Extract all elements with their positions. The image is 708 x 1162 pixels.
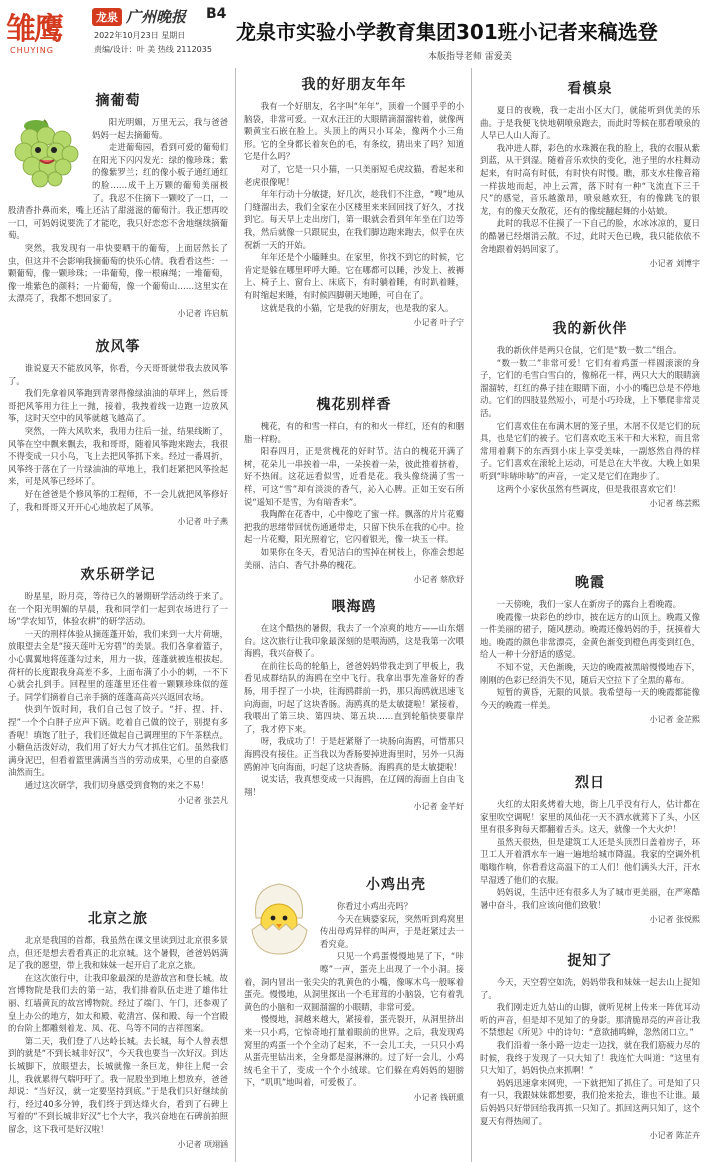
article-paragraph: 我有一个好朋友，名字叫“年年”，顶着一个圆乎乎的小脑袋，非常可爱。一双水汪汪的大眼睛滴溜溜转着，就像两颗黄宝石嵌在脸上。头顶上的两只小耳朵，像两个小三角形。它的全身都长着灰色的毛，有条纹，猜出来了吗？知道它是什么吗？	[244, 101, 464, 162]
article-paragraph: 虽然天很热，但是建筑工人还是头顶烈日盖着房子，环卫工人开着洒水车一遍一遍地给城市降温。我家的空调外机嗡嗡作响，你看看这高温下的工人们！他们满头大汗，汗水早湿透了他们的衣服。	[480, 836, 700, 885]
article-author: 小记者 张芸凡	[177, 795, 228, 805]
page-header	[0, 0, 708, 68]
page-title: 龙泉市实验小学教育集团301班小记者来稿选登	[236, 20, 658, 44]
article-paragraph: 我的新伙伴是两只仓鼠，它们是“数一数二”组合。	[496, 345, 682, 355]
column-right	[472, 68, 708, 1162]
article-title: 我的新伙伴	[552, 321, 628, 337]
article-paragraph: 阳光明媚，万里无云，我与爸爸妈妈一起去摘葡萄。	[92, 117, 228, 140]
article-sunset-glow	[480, 572, 700, 750]
article-paragraph: 一天傍晚，我们一家人在新房子的露台上看晚霞。	[496, 599, 682, 609]
article-paragraph: 年年行动十分敏捷，好几次，趁我们不注意，“嗖”地从门缝溜出去，我们全家在小区楼里来来回回找了好久，才找到它。每天早上走出房门，第一眼就会看到年年坐在门边等我，然后就像一只跟屁虫，在我们脚边跑来跑去，似乎在庆祝新一天的开始。	[244, 189, 464, 250]
article-paragraph: 慢慢地，洞越来越大，紧接着，蛋壳裂开，从洞里挤出来一只小鸡，它惊奇地打量着眼前的世界。之后，我发现鸡窝里的鸡蛋一个个全动了起来，不一会儿工夫，一只只小鸡从蛋壳里钻出来，全身都是湿淋淋的。过了好一会儿，小鸡绒毛全干了，变成一个个小绒球。它们躲在鸡妈妈的翅膀下，“叽叽”地叫着，可爱极了。	[244, 1014, 464, 1088]
article-title: 喂海鸥	[331, 599, 377, 615]
article-kite	[8, 336, 228, 544]
article-paragraph: 这两个小家伙虽然有些调皮，但是我很喜欢它们！	[496, 483, 682, 494]
article-author: 小记者 蔡欣妤	[413, 575, 464, 585]
article-author: 小记者 叶子燕	[177, 517, 228, 527]
article-paragraph: 妈妈迅速拿来网兜，一下就把知了抓住了。可是知了只有一只，我跟妹妹都想要，我们抢来抢去，谁也不让谁。最后妈妈只好带回给我再抓一只知了。抓回这两只知了，这个夏天有得热闹了。	[480, 1077, 700, 1126]
article-paragraph: 不知不觉，天色渐晚，天边的晚霞被黑暗慢慢地吞下，刚刚的色彩已经消失不见，随后天空拉下了全黑的幕布。	[480, 661, 700, 685]
page-number: B4	[206, 6, 227, 22]
article-paragraph: 只见一个鸡蛋慢慢地晃了下，“咔嚓”一声，蛋壳上出现了一个小洞。接着，洞内冒出一张尖尖的乳黄色的小嘴，像啄木鸟一般啄着蛋壳。慢慢地，从洞里探出一个毛茸茸的小脑袋，它有着乳黄色的小脑和一双圆溜溜的小眼睛，非常可爱。	[244, 951, 464, 1012]
article-paragraph: 你看过小鸡出壳吗？	[336, 901, 413, 911]
article-title: 放风筝	[95, 339, 141, 355]
article-paragraph: 北京是我国的首都，我虽然在课文里读到过北京很多景点，但还是想去看看真正的北京城。这个暑假，爸爸妈妈满足了我的愿望，带上我和妹妹一起开启了北京之旅。	[8, 935, 228, 971]
article-cicada	[480, 950, 700, 1160]
article-paragraph: 说实话，我真想变成一只海鸥，在辽阔的海面上自由飞翔！	[244, 774, 464, 797]
article-author: 小记者 项翊涵	[177, 1139, 228, 1149]
issue-date: 2022年10月23日 星期日	[94, 31, 186, 40]
article-author: 小记者 叶子宁	[413, 318, 464, 328]
editor-line: 责编/设计：叶 美 热线 2112035	[94, 45, 212, 54]
article-fountain	[480, 78, 700, 318]
article-title: 捉知了	[567, 953, 613, 969]
article-title: 我的好朋友年年	[301, 77, 407, 93]
article-author: 小记者 刘博宇	[649, 259, 700, 269]
grape-illustration	[8, 116, 86, 194]
article-paragraph: 槐花，有的和雪一样白，有的和火一样红，还有的和胭脂一样粉。	[244, 421, 464, 444]
article-paragraph: 这就是我的小猫，它是我的好朋友，也是我的家人。	[260, 302, 454, 313]
article-paragraph: 今天，天空碧空如洗，妈妈带我和妹妹一起去山上捉知了。	[480, 977, 700, 1000]
column-middle	[236, 68, 472, 1162]
article-paragraph: 阳春四月，正是赏槐花的好时节。洁白的槐花开满了树，花朵儿一串挨着一串，一朵挨着一朵，彼此推着挤着，好不热闹。这花远看似雪，近看是花。我头像绕满了雪一样，可这“雪”却有淡淡的香气，沁入心脾。正如王安石所说“遥知不是雪，为有暗香来”。	[244, 446, 464, 507]
article-paragraph: 我冲进人群，彩色的水珠溅在我的脸上，我的衣服从紫到蓝，从干到湿。随着音乐欢快的变化，池子里的水柱舞动起来，有时高有时低，有时快有时慢。瞧，那支水柱像音箱一样拔地而起，冲上云霄，落下时有一种“飞流直下三千尺”的感觉，音乐越激昂，喷泉越欢狂，有的像跳飞的银龙，有的像天女散花，还有的像绽翻起舞的小姑娘。	[480, 142, 700, 216]
article-paragraph: 通过这次研学，我们切身感受到食物的来之不易！	[24, 779, 210, 790]
article-paragraph: 我陶醉在花香中，心中像吃了蜜一样。飘落的片片花瓣把我的思绪带回忧伤通通带走，只留下快乐在我的心中。捡起一片花瓣，阳光照着它，它闪着银光，像一块玉一样。	[244, 509, 464, 545]
article-title: 北京之旅	[88, 911, 148, 927]
article-paragraph: 今天在姨婆家玩，突然听到鸡窝里传出母鸡异样的叫声，于是赶紧过去一看究竟。	[320, 913, 464, 949]
advisor-line: 本版指导老师 雷爱美	[428, 52, 512, 62]
article-title: 槐花别样香	[316, 397, 392, 413]
article-paragraph: 此时的我忍不住摸了一下自己的脸，水冰冰凉的，夏日的酷暑已经烟消云散。不过，此时天色已晚，我只能依依不舍地跟着妈妈回家了。	[480, 218, 700, 254]
column-left	[0, 68, 236, 1162]
article-author: 小记者 练芸熙	[649, 499, 700, 509]
article-title: 烈日	[575, 775, 605, 791]
article-title: 晚霞	[575, 575, 605, 591]
article-title: 小鸡出壳	[366, 877, 426, 893]
chick-illustration	[244, 878, 314, 962]
article-grapes	[8, 90, 228, 356]
article-paragraph: 好在爸爸是个修风筝的工程师，不一会儿就把风筝修好了，我和哥哥又开开心心地放起了风筝。	[8, 488, 228, 512]
article-paragraph: 盼星星，盼月亮，等待已久的暑期研学活动终于来了。在一个阳光明媚的早晨，我和同学们一起到农场进行了一场“学农知节，体验农耕”的研学活动。	[8, 591, 228, 627]
article-paragraph: 如果你在冬天，看见洁白的雪掉在树枝上，你准会想起美丽、洁白、香气扑鼻的槐花。	[244, 546, 464, 570]
article-author: 小记者 金芊好	[413, 802, 464, 812]
article-author: 小记者 金芷熙	[649, 715, 700, 725]
article-seagull	[244, 596, 464, 862]
article-paragraph: 它们喜欢住在布满木屑的笼子里，木屑不仅是它们的玩具，也是它们的被子。它们喜欢吃玉米干和大米粒，而且常常用着剩下的东西到小床上享受美味，一副悠然自得的样子。它们喜欢在滚轮上运动，可是总在大半夜。大晚上如果听到“咔哧咔哧”的声音，一定又是它们在跑步了。	[480, 420, 700, 481]
article-paragraph: 晚霞像一块彩色的纱巾，披在远方的山顶上。晚霞又像一件美丽的裙子，随风摆动。晚霞还像妈妈的手，抚摸着大地。晚霞的颜色非常漂亮，金黄色渐变到橙色再变到红色，给人一种十分舒适的感觉。	[480, 611, 700, 660]
article-paragraph: 第二天，我们登了八达岭长城。去长城，每个人曾表想到的就是“不到长城非好汉”，今天我也要当一次好汉。到达长城脚下，放眼望去，长城就像一条巨龙，伸往上爬一会儿，我就累得气喘吁吁了。我一屁股坐到地上想放弃，爸爸却说：“当好汉，就一定要坚持到底。”于是我们只好继续前行，经过40多分钟，我们终于到达烽火台，看到了石碑上写着的“不到长城非好汉”七个大字，我兴奋地在石碑前拍照留念，这下我可是好汉啦！	[8, 1035, 228, 1134]
article-paragraph: 我们刚走近九姑山的山脚，就听见树上传来一阵优耳动听的声音，但是却不见知了的身影。那清脆昂亮的声音让我不禁想起《所见》中的诗句：“意欲捕鸣蝉，忽然闭口立。”	[480, 1002, 700, 1038]
article-paragraph: 年年还是个小瞌睡虫。在家里，你找不到它的时候，它肯定是躲在哪里呼呼大睡。它在哪都可以睡，沙发上、被褥上、椅子上、窗台上、床底下，有时躺着睡，有时趴着睡，有时缩起来睡，有时候四脚朝天地睡，可自在了。	[244, 252, 464, 300]
article-paragraph: 短暂的黄昏，无限的风景。我希望每一天的晚霞都能像今天的晚霞一样美。	[480, 687, 700, 710]
article-paragraph: 呀，我成功了！于是赶紧掰了一块肠向海鸥，可惜那只海鸥没有接住。正当我以为香肠要掉进海里时，另外一只海鸥俯冲飞向海面，叼起了这块香肠。海鸥真的是太敏捷啦！	[244, 736, 464, 772]
article-paragraph: 在前往长岛的轮船上，爸爸妈妈带我走到了甲板上，我看见成群结队的海鸥在空中飞行。我拿出事先准备好的香肠，用手捏了一小块，往海鸥群前一扔，那只海鸥就迅速飞向海面，叼起了这块香肠。海鸥真的是太敏捷啦！紧接着，我喂出了第三块、第四块、第五块……直到轮船快要靠岸了，我才停下来。	[244, 660, 464, 734]
article-author: 小记者 钱研熏	[413, 1092, 464, 1102]
article-hamsters	[480, 318, 700, 518]
article-author: 小记者 陈芷卉	[649, 1131, 700, 1141]
article-paragraph: 夏日的夜晚，我一走出小区大门，就能听到优美的乐曲。于是我便飞快地朝喷泉跑去，而此时等候在那看喷泉的人早已人山人海了。	[480, 105, 700, 141]
article-paragraph: 在这个酷热的暑假，我去了一个凉爽的地方——山东烟台。这次旅行让我印象最深刻的是喂海鸥，这是我第一次喂海鸥，我兴奋极了。	[244, 623, 464, 659]
masthead-logo-en: CHUYING	[10, 46, 54, 55]
article-title: 欢乐研学记	[80, 567, 156, 583]
article-locust-flower	[244, 394, 464, 594]
masthead-logo: 雏鹰	[6, 12, 62, 47]
article-chick-hatch	[244, 874, 464, 1160]
article-author: 小记者 张悦熙	[649, 915, 700, 925]
article-study-trip	[8, 564, 228, 910]
article-paragraph: 突然，一阵大风吹来，我用力往后一扯，结果线断了，风筝在空中飘来飘去，我和哥哥，随着风筝跑来跑去，我很不得变成一只小鸟，飞上去把风筝抓下来。经过一番周折，风筝终于落在了一片绿油油的草地上，我们赶紧把风筝捡起来，可是风筝已经坏了。	[8, 425, 228, 487]
article-paragraph: 走进葡萄园，看到可爱的葡萄们在阳光下闪闪发光：绿的像珍珠；紫的像紫罗兰；红的像小板子通红通红的脸……成千上万颗的葡萄美丽极了。我忍不住摘下一颗咬了一口，一股清香扑鼻而来，嘴上还沾了甜滋滋的葡萄汁。我正想再咬一口，可妈妈说要洗了才能吃，我只好恋恋不舍地继续摘葡萄。	[8, 142, 228, 241]
article-paragraph: 在这次旅行中，让我印象最深的是游故宫和登长城。故宫博物院是我们去的第一站，我们排着队伍走进了雄伟壮丽、红墙黄瓦的故宫博物院。经过了端门、午门，还参观了皇上办公的地方，如太和殿、乾清宫、保和殿、每一个宫殿的台阶上都雕刻着龙、凤、花、鸟等不同的吉祥图案。	[8, 972, 228, 1034]
article-beijing	[8, 908, 228, 1158]
paper-name: 广州晚报	[126, 8, 187, 26]
article-paragraph: 突然，我发现有一串快要晒干的葡萄，上面居然长了虫，但这并不会影响我摘葡萄的快乐心情。我看看这些：一颗葡萄，像一颗珍珠；一串葡萄，像一根麻绳；一堆葡萄，像一堆紫色的颜料；一片葡萄，像一个葡萄山……这里实在太漂亮了，我都不想回家了。	[8, 242, 228, 304]
article-author: 小记者 许启航	[177, 308, 228, 318]
article-paragraph: 谁说夏天不能放风筝，你看，今天哥哥就带我去放风筝了。	[8, 363, 228, 386]
article-paragraph: 一天的刑样体验从摘莲蓬开始，我们来到一大片荷塘，放眼望去全是“接天莲叶无穷碧”的美景。我们各拿着篮子，小心翼翼地将莲蓬勾过来，用力一拔，莲蓬就被连根拔起。荷杆的长度跟我身高差不多，上面布满了小小的刺，一不下心就会扎到手。回程里的莲蓬里还住着一颗颗珍珠似的莲子。同学们摘着自己亲手摘的莲蓬高高兴兴返回农场。	[8, 628, 228, 702]
article-paragraph: 火红的太阳炙烤着大地，街上几乎没有行人，估计都在家里吹空调呢！家里的凤仙花一天不洒水就蔫下了头，小区里有很多狗每天都翻着舌头。这天，就像一个大火炉！	[480, 799, 700, 835]
article-paragraph: 我们先拿着风筝跑到青翠得像绿油油的草坪上，然后哥哥把风筝用力往上一抛，接着，我拽着线一边跑一边放风筝，这时天空中的风筝就越飞越高了。	[8, 388, 228, 424]
section-badge: 龙泉	[92, 8, 122, 26]
article-title: 看槙泉	[567, 81, 613, 97]
article-paragraph: 对了，它是一只小猫，一只美丽短毛虎纹猫，看起来和老虎很像呢！	[244, 163, 464, 187]
article-paragraph: 快到午饭时间，我们自己包了饺子。“扦、捏、扦、捏”一个个白胖子应声下锅。吃着自己做的饺子，别提有多香呢！填饱了肚子，我们还做起自己调理里的下午茶糕点。小糖鱼活泼好动，我们用了好大力气才抓住它们。虽然我们满身泥巴，但看着篮里满满当当的劳动成果，心里的自豪感油然而生。	[8, 704, 228, 778]
article-scorching-sun	[480, 772, 700, 958]
article-paragraph: “数一数二”非常可爱！它们有着鸡蛋一样圆滚滚的身子，它们的毛雪白雪白的，像棉花一样，两只大大的眼睛滴溜溜转，红红的鼻子挂在眼睛下面，小小的嘴巴总是不停地动。它们的四肢显然短小，可是小巧玲珑，上下攀爬非常灵活。	[480, 357, 700, 418]
article-paragraph: 我们沿着一条小路一边走一边找，就在我们筋疲力尽的时候，我终于发现了一只大知了！我连忙大叫道：“这里有只大知了，妈妈快点来抓啊！”	[480, 1039, 700, 1076]
article-paragraph: 妈妈说，生活中还有很多人为了城市更美丽，在严寒酷暑中奋斗，我们应该向他们致敬！	[480, 887, 700, 910]
article-cat-friend	[244, 74, 464, 366]
article-title: 摘葡萄	[95, 93, 141, 109]
